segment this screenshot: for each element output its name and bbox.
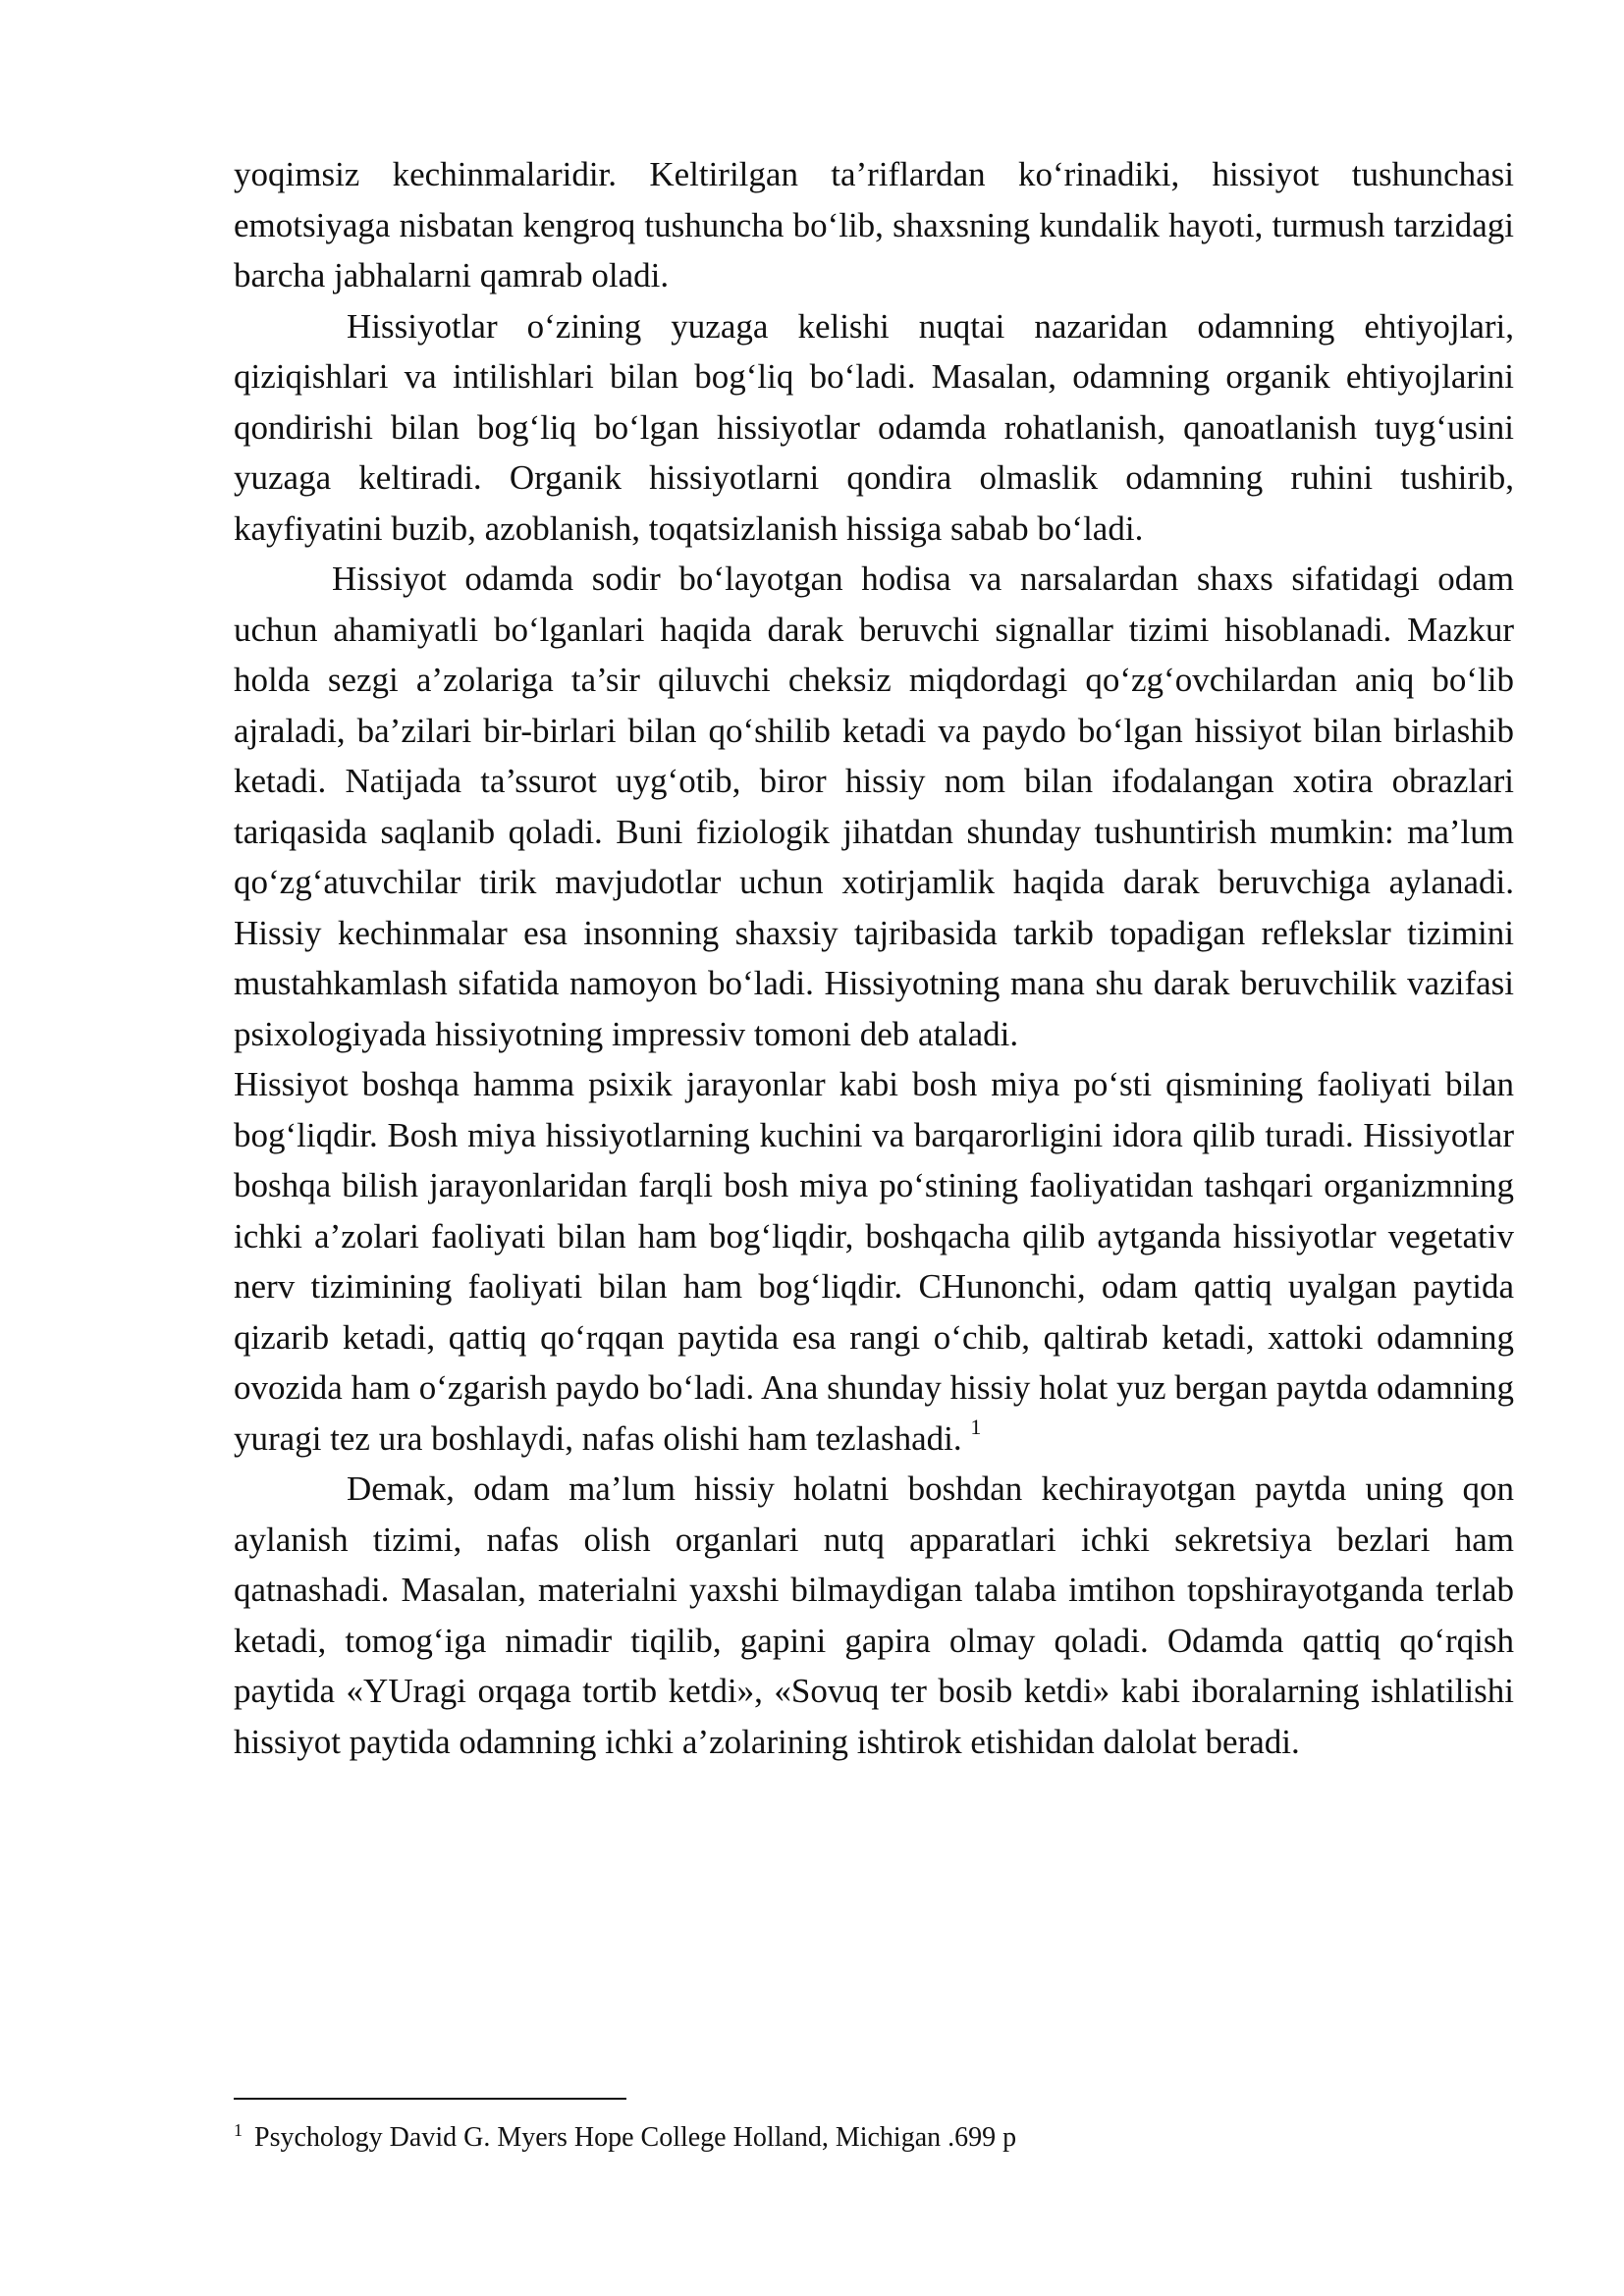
footnote <box>234 2120 1514 2156</box>
paragraph-5: Demak, odam ma’lum hissiy holatni boshdan kechirayotgan paytda uning qon aylanish tizimi, nafas olish organlari nutq apparatlari ichki sekretsiya bezlari ham qatnashadi. Masalan, materialni yaxshi bilmaydigan talaba imtihon topshirayotganda terlab ketadi, tomog‘iga nimadir tiqilib, gapini gapira olmay qoladi. Odamda qattiq qo‘rqish paytida «YUragi orqaga tortib ketdi», «Sovuq ter bosib ketdi» kabi iboralarning ishlatilishi hissiyot paytida odamning ichki a’zolarining ishtirok etishidan dalolat beradi. <box>234 1469 1514 1761</box>
paragraph-2: Hissiyotlar o‘zining yuzaga kelishi nuqtai nazaridan odamning ehtiyojlari, qiziqishlari va intilishlari bilan bog‘liq bo‘ladi. Masalan, odamning organik ehtiyojlarini qondirishi bilan bog‘liq bo‘lgan hissiyotlar odamda rohatlanish, qanoatlanish tuyg‘usini yuzaga keltiradi. Organik hissiyotlarni qondira olmaslik odamning ruhini tushirib, kayfiyatini buzib, azoblanish, toqatsizlanish hissiga sabab bo‘ladi. <box>234 306 1514 548</box>
paragraph-3: Hissiyot odamda sodir bo‘layotgan hodisa va narsalardan shaxs sifatidagi odam uchun ahamiyatli bo‘lganlari haqida darak beruvchi signallar tizimi hisoblanadi. Mazkur holda sezgi a’zolariga ta’sir qiluvchi cheksiz miqdordagi qo‘zg‘ovchilardan aniq bo‘lib ajraladi, ba’zilari bir-birlari bilan qo‘shilib ketadi va paydo bo‘lgan hissiyot bilan birlashib ketadi. Natijada ta’ssurot uyg‘otib, biror hissiy nom bilan ifodalangan xotira obrazlari tariqasida saqlanib qoladi. Buni fiziologik jihatdan shunday tushuntirish mumkin: ma’lum qo‘zg‘atuvchilar tirik mavjudotlar uchun xotirjamlik haqida darak beruvchiga aylanadi. Hissiy kechinmalar esa insonning shaxsiy tajribasida tarkib topadigan reflekslar tizimini mustahkamlash sifatida namoyon bo‘ladi. Hissiyotning mana shu darak beruvchilik vazifasi psixologiyada hissiyotning impressiv tomoni deb ataladi. <box>234 560 1514 1053</box>
paragraph-4-text: Hissiyot boshqa hamma psixik jarayonlar kabi bosh miya po‘sti qismining faoliyati bilan bog‘liqdir. Bosh miya hissiyotlarning kuchini va barqarorligini idora qilib turadi. Hissiyotlar boshqa bilish jarayonlaridan farqli bosh miya po‘stining faoliyatidan tashqari organizmning ichki a’zolari faoliyati bilan ham bog‘liqdir, boshqacha qilib aytganda hissiyotlar vegetativ nerv tizimining faoliyati bilan ham bog‘liqdir. CHunonchi, odam qattiq uyalgan paytida qizarib ketadi, qattiq qo‘rqqan paytida esa rangi o‘chib, qaltirab ketadi, xattoki odamning ovozida ham o‘zgarish paydo bo‘ladi. Ana shunday hissiy holat yuz bergan paytda odamning yuragi tez ura boshlaydi, nafas olishi ham tezlashadi. <box>234 1065 1514 1458</box>
footnote-separator <box>234 2098 626 2100</box>
footnote-marker: 1 <box>234 2120 243 2140</box>
footnote-text: Psychology David G. Myers Hope College Holland, Michigan .699 p <box>254 2122 1017 2153</box>
paragraph-1: yoqimsiz kechinmalaridir. Keltirilgan ta’riflardan ko‘rinadiki, hissiyot tushunchasi emotsiyaga nisbatan kengroq tushuncha bo‘lib, shaxsning kundalik hayoti, turmush tarzidagi barcha jabhalarni qamrab oladi. <box>234 155 1514 294</box>
body-text <box>234 149 1514 1767</box>
footnote-reference[interactable]: 1 <box>970 1414 982 1439</box>
paragraph-4 <box>234 1059 1514 1464</box>
